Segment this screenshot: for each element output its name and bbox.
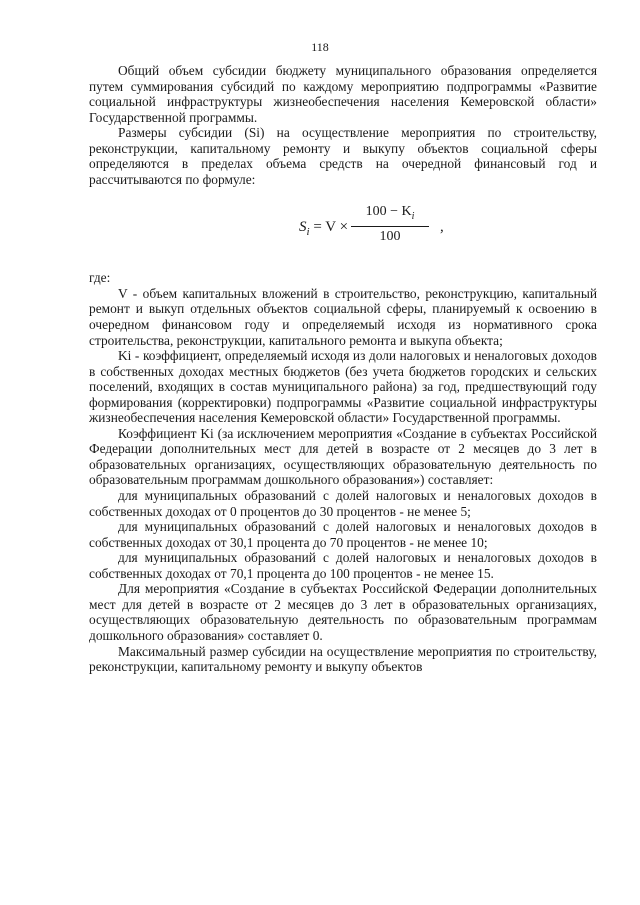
formula-numerator: $100 - K_i$	[365, 204, 415, 223]
page-number: 118	[311, 40, 329, 54]
paragraph-ki-value: Коэффициент Ki (за исключением мероприятия «Создание в субъектах Российской Федерации дополнительных мест для детей в возрасте от 2 месяцев до 3 лет в образовательных организациях, осуществляющих образовательную деятельность по образовательным программам дошкольного образования») составляет:	[89, 425, 597, 488]
subsidy-formula	[89, 187, 597, 270]
paragraph-max-subsidy: Максимальный размер субсидии на осуществление мероприятия по строительству, реконструкции, капитальному ремонту и выкупу объектов	[89, 643, 597, 675]
paragraph-v-definition: V - объем капитальных вложений в строительство, реконструкцию, капитальный ремонт и выкуп отдельных объектов социальной сферы, планируемый к освоению в очередном финансовом году и определяемый исходя из нормативного срока строительства, реконструкции, капитального ремонта и выкупа объекта;	[89, 285, 597, 348]
paragraph-ki-definition: Ki - коэффициент, определяемый исходя из доли налоговых и неналоговых доходов в собственных доходах местных бюджетов (без учета бюджетов городских и сельских поселений, входящих в состав муниципального района) за год, предшествующий году формирования (корректировки) подпрограммы «Развитие социальной инфраструктуры жизнеобеспечения населения Кемеровской области» Государственной программы.	[89, 348, 597, 426]
formula-fraction	[347, 203, 433, 245]
formula-lhs: $S_i = V$ ×	[299, 219, 349, 239]
formula-comma: ,	[440, 219, 444, 236]
where-label: где:	[89, 270, 111, 286]
paragraph-total-subsidy: Общий объем субсидии бюджету муниципального образования определяется путем суммирования субсидий по каждому мероприятию подпрограммы «Развитие социальной инфраструктуры жизнеобеспечения населения Кемеровской области» Государственной программы.	[89, 63, 597, 125]
body-text	[89, 63, 597, 675]
fraction-bar	[351, 226, 429, 227]
paragraph-range-0-30: для муниципальных образований с долей налоговых и неналоговых доходов в собственных доходах от 0 процентов до 30 процентов - не менее 5;	[89, 488, 597, 519]
paragraph-range-70-100: для муниципальных образований с долей налоговых и неналоговых доходов в собственных доходах от 70,1 процента до 100 процентов - не менее 15.	[89, 550, 597, 581]
formula-denominator: 100	[379, 229, 401, 245]
paragraph-preschool-measure: Для мероприятия «Создание в субъектах Российской Федерации дополнительных мест для детей в возрасте от 2 месяцев до 3 лет в образовательных организациях, осуществляющих образовательную деятельность по образовательным программам дошкольного образования» составляет 0.	[89, 581, 597, 643]
paragraph-range-30-70: для муниципальных образований с долей налоговых и неналоговых доходов в собственных доходах от 30,1 процента до 70 процентов - не менее 10;	[89, 519, 597, 550]
paragraph-subsidy-size: Размеры субсидии (Si) на осуществление мероприятия по строительству, реконструкции, капитальному ремонту и выкупу объектов социальной сферы определяются в пределах объема средств на очередной финансовый год и рассчитываются по формуле:	[89, 125, 597, 187]
